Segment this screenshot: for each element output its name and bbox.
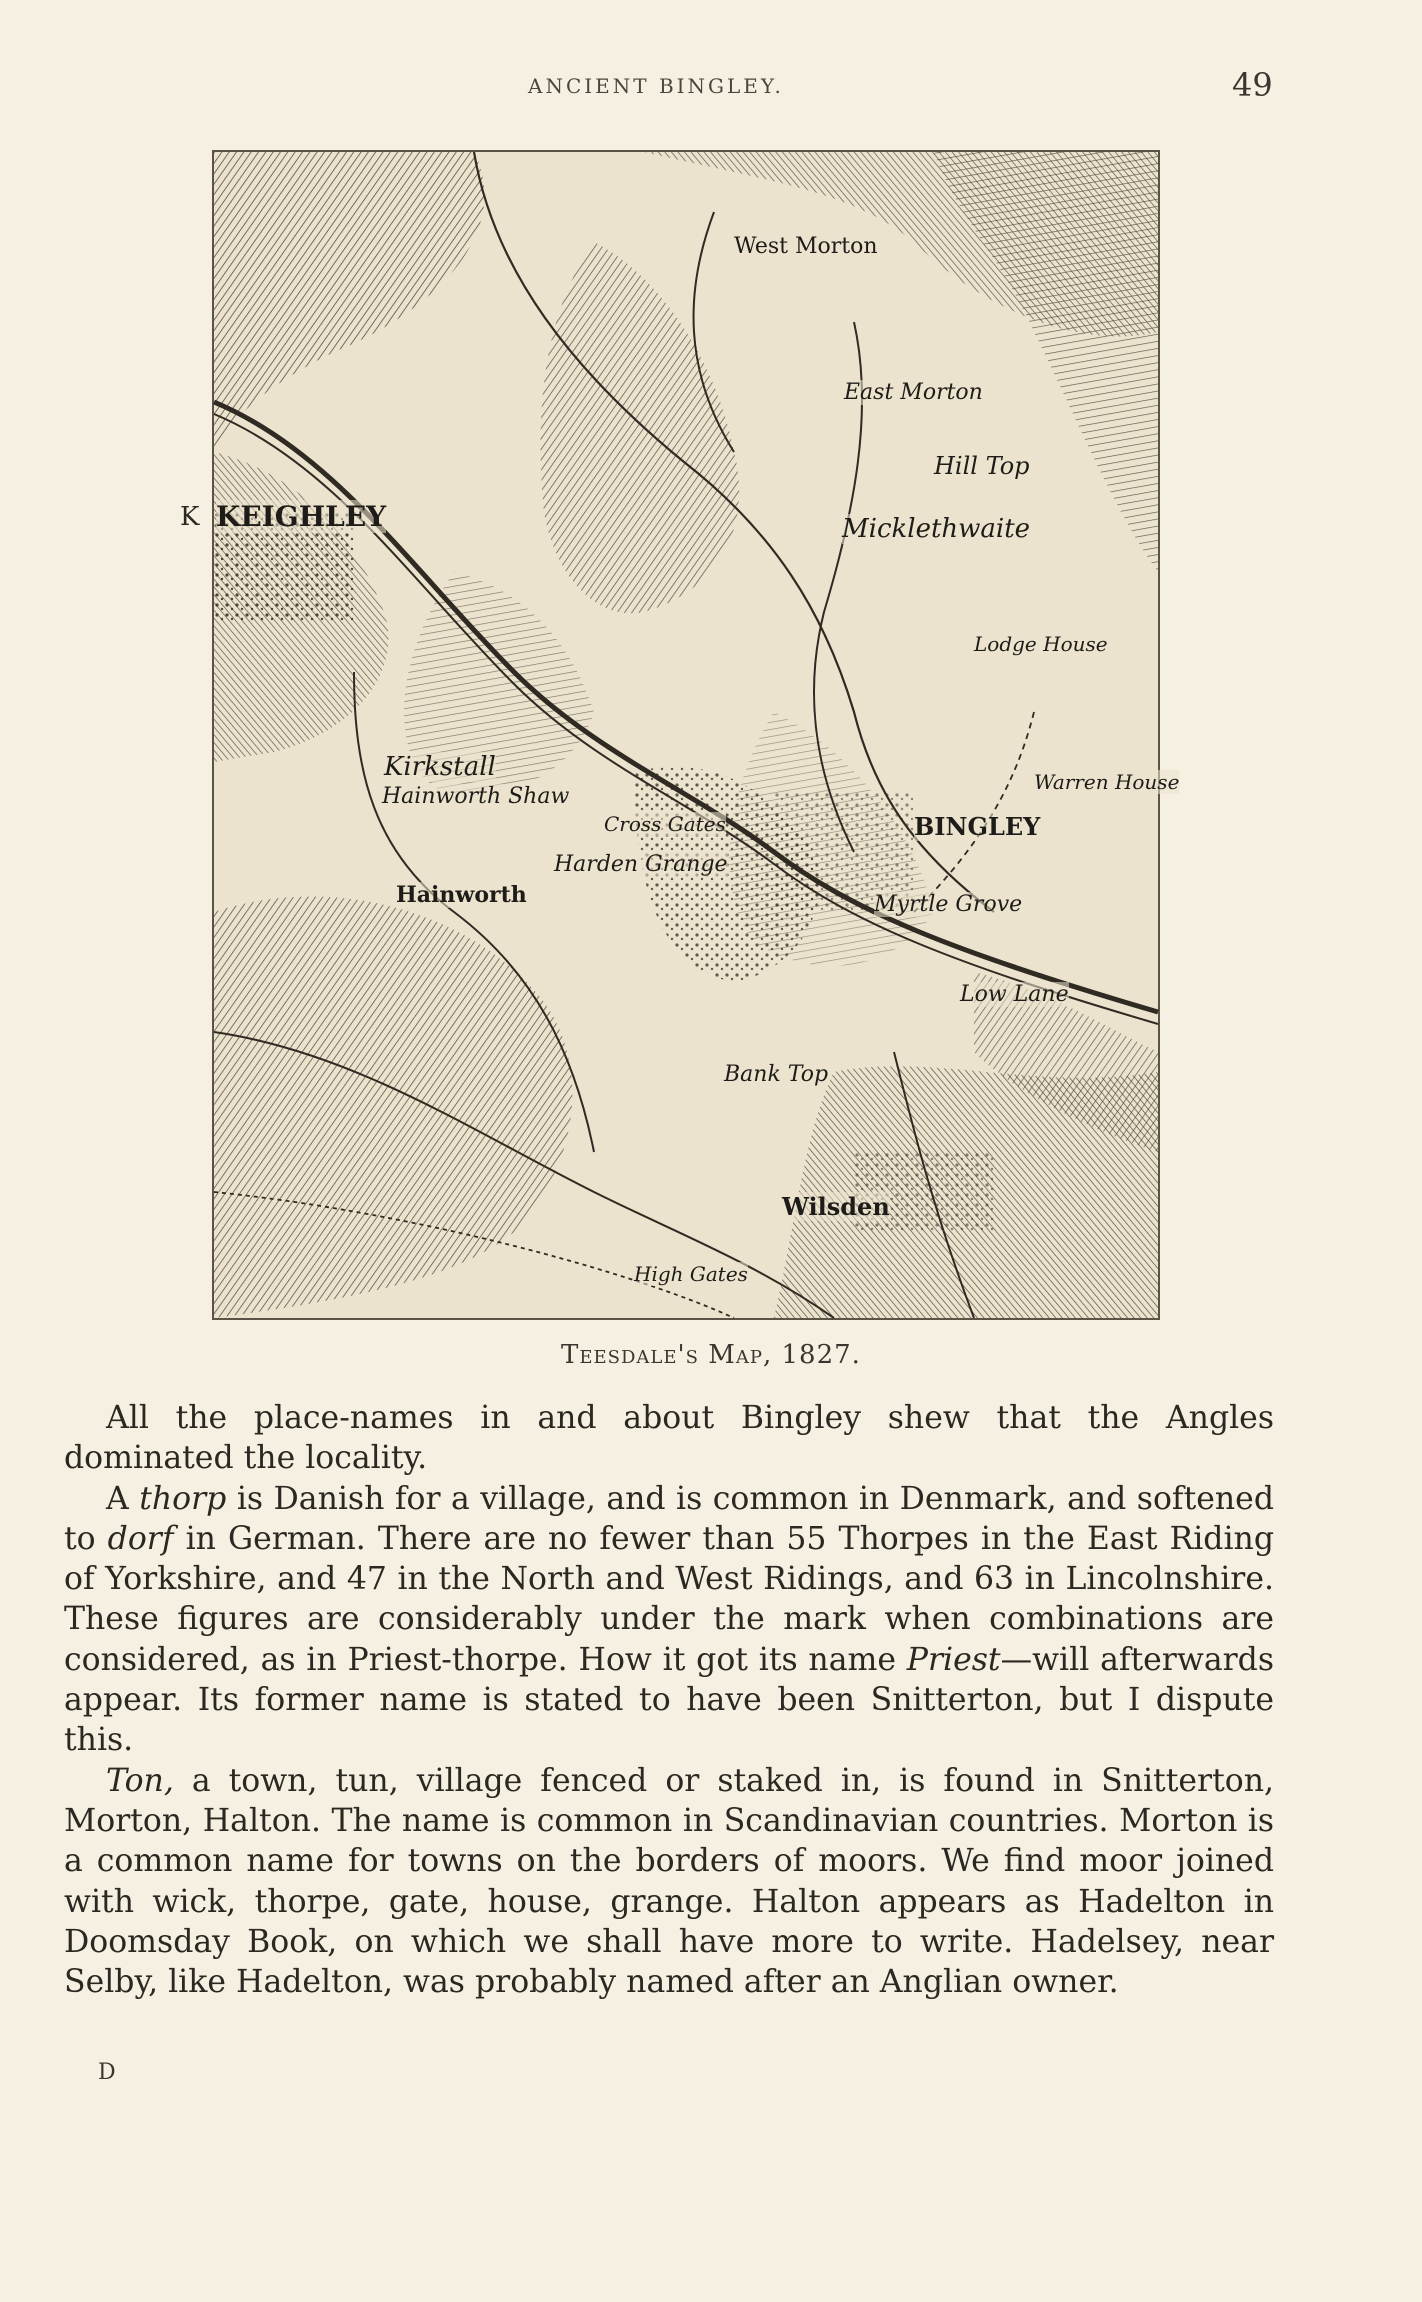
p3-term-ton: Ton,	[106, 1762, 174, 1799]
p2-term-thorp: thorp	[139, 1480, 227, 1517]
map-label-low-lane: Low Lane	[960, 982, 1069, 1007]
paragraph-3	[64, 1761, 1274, 2003]
page-number: 49	[1232, 66, 1273, 104]
map-label-hainworth: Hainworth	[396, 882, 527, 908]
map-label-keighley: KEIGHLEY	[216, 500, 387, 533]
map-label-bank-top: Bank Top	[724, 1062, 829, 1087]
p2-term-dorf: dorf	[107, 1520, 174, 1557]
map-label-hill-top: Hill Top	[934, 452, 1030, 480]
p3-text: a town, tun, village fenced or staked in, is found in Snitterton, Morton, Halton. The name is common in Scandinavian countries. Morton is a common name for towns on the borders of moors. We find moor joined with wick, thorpe, gate, house, grange. Halton appears as Hadelton in Doomsday Book, on which we shall have more to write. Hadelsey, near Selby, like Hadelton, was probably named after an Anglian owner.	[64, 1762, 1274, 2001]
map-label-warren-house: Warren House	[1034, 770, 1180, 794]
map-label-kirkstall: Kirkstall	[384, 752, 496, 782]
teesdale-map-figure	[212, 150, 1180, 1320]
map-label-bingley: BINGLEY	[914, 812, 1041, 841]
figure-caption: Teesdale's Map, 1827.	[561, 1340, 861, 1370]
p2-text-a: A	[106, 1480, 140, 1517]
running-head: ANCIENT BINGLEY.	[528, 74, 784, 98]
body-text	[64, 1398, 1274, 2002]
p2-text-d: —will afterwards appear. Its former name is stated to have been Snitterton, but I dispute this.	[64, 1641, 1274, 1759]
page-header	[0, 66, 1422, 106]
p2-term-priest: Priest	[906, 1641, 1001, 1678]
map-label-wilsden: Wilsden	[782, 1192, 890, 1221]
map-label-harden-grange: Harden Grange	[554, 852, 728, 877]
map-label-east-morton: East Morton	[844, 380, 983, 405]
p2-text-b: is Danish for a village, and is common in Denmark, and softened to	[64, 1480, 1274, 1557]
paragraph-1: All the place-names in and about Bingley shew that the Angles dominated the locality.	[64, 1400, 1274, 1477]
map-label-lodge-house: Lodge House	[974, 632, 1108, 656]
map-label-micklethwaite: Micklethwaite	[842, 514, 1031, 544]
signature-mark: D	[98, 2060, 116, 2085]
map-engraving	[214, 152, 1158, 1318]
p2-text-c: in German. There are no fewer than 55 Thorpes in the East Riding of Yorkshire, and 47 in the North and West Ridings, and 63 in Lincolnshire. These figures are considerably under the mark when combinations are considered, as in Priest-thorpe. How it got its name	[64, 1520, 1274, 1678]
map-label-myrtle-grove: Myrtle Grove	[874, 892, 1023, 917]
map-label-cross-gates: Cross Gates	[604, 812, 726, 836]
map-edge-letter: K	[180, 502, 200, 532]
map-label-west-morton: West Morton	[734, 234, 878, 259]
map-label-hainworth-shaw: Hainworth Shaw	[382, 784, 570, 809]
map-label-high-gates: High Gates	[634, 1262, 748, 1286]
paragraph-2	[64, 1479, 1274, 1761]
